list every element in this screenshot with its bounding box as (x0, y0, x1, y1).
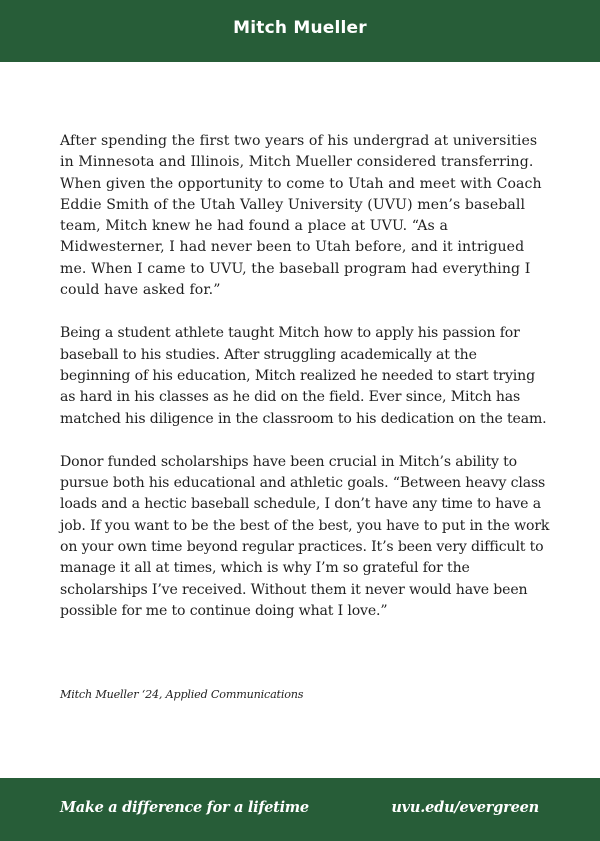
footer-tagline: Make a difference for a lifetime (60, 799, 309, 816)
story-paragraph-1: After spending the first two years of his undergrad at universities in Minnesota and Illinois, Mitch Mueller considered transferring. When given the opportunity to come to Utah and meet with Coach Eddie Smith of the Utah Valley University (UVU) men’s baseball team, Mitch knew he had found a place at UVU. “As a Midwesterner, I had never been to Utah before, and it intrigued me. When I came to UVU, the baseball program had everything I could have asked for.” (60, 133, 542, 299)
header-bar (0, 0, 600, 62)
story-body (60, 131, 550, 644)
page-title: Mitch Mueller (233, 18, 367, 38)
footer-bar (0, 778, 600, 841)
byline: Mitch Mueller ‘24, Applied Communications (60, 688, 304, 701)
story-paragraph-3: Donor funded scholarships have been crucial in Mitch’s ability to pursue both his educational and athletic goals. “Between heavy class loads and a hectic baseball schedule, I don’t have any time to have a job. If you want to be the best of the best, you have to put in the work on your own time beyond regular practices. It’s been very difficult to manage it all at times, which is why I’m so grateful for the scholarships I’ve received. Without them it never would have been possible for me to continue doing what I love.” (60, 453, 550, 619)
story-paragraph-2: Being a student athlete taught Mitch how to apply his passion for baseball to his studies. After struggling academically at the beginning of his education, Mitch realized he needed to start trying as hard in his classes as he did on the field. Ever since, Mitch has matched his diligence in the classroom to his dedication on the team. (60, 325, 547, 427)
footer-url-link[interactable]: uvu.edu/evergreen (391, 799, 539, 816)
